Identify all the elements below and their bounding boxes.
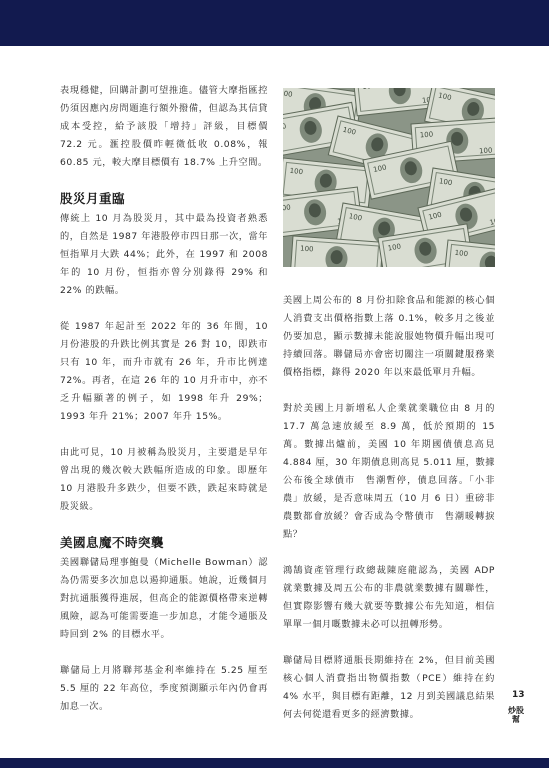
- paragraph: 鴻鵠資產管理行政總裁陳庭龍認為，美國 ADP 就業數據及周五公布的非農就業數據有關聯性，但實際影響有幾大就要等數據公布先知道，相信單單一個月嘅數據未必可以扭轉形勢。: [283, 565, 495, 630]
- footer-bar: [0, 758, 549, 768]
- paragraph: 由此可見，10 月被稱為股災月，主要還是早年曾出現的幾次較大跌幅所造成的印象。即歷年 10 月港股升多跌少，但要不跌，跌起來時就是股災級。: [60, 447, 268, 512]
- section-heading: 美國息魔不時突襲: [60, 535, 165, 550]
- right-column: [283, 292, 495, 742]
- paragraph: 聯儲局上月將聯邦基金利率維持在 5.25 厘至 5.5 厘的 22 年高位，季度預測顯示年內仍會再加息一次。: [60, 665, 268, 712]
- paragraph: 美國聯儲局理事鮑曼（Michelle Bowman）認為仍需要多次加息以遏抑通脹。她說，近幾個月對抗通脹獲得進展，但高企的能源價格帶來逆轉風險，認為可能需要進一步加息，才能令通脹及時回到 2% 的目標水平。: [60, 557, 268, 640]
- page-number: 13: [512, 690, 525, 700]
- paragraph: 對於美國上月新增私人企業就業職位由 8 月的 17.7 萬急速放緩至 8.9 萬，低於預期的 15 萬。數據出爐前，美國 10 年期國債債息高見 4.884 厘，30 年期債息則高見 5.011 厘，數據公布後全球債市 售潮暫停，債息回落。「小非農」放緩，是否意味周五（10 月 6 日）重磅非農數都會放緩？會否成為令幣債市 售潮暖轉捩點？: [283, 403, 495, 540]
- header-bar: [0, 0, 549, 46]
- paragraph: 從 1987 年起計至 2022 年的 36 年間，10 月份港股的升跌比例其實是 26 對 10，即跌市只有 10 年，而升市就有 26 年，升市比例達 72%。再者，在這 26 年的 10 月升市中，亦不乏升幅顯著的例子，如 1998 年升 29%；1993 年升 21%；2007 年升 15%。: [60, 321, 268, 422]
- paragraph: 美國上周公布的 8 月份扣除食品和能源的核心個人消費支出價格指數上落 0.1%，較多月之後並仍要加息，顯示數據未能說服她物價升幅出現可持續回落。聯儲局亦會密切關注一項關鍵服務業價格指標，錄得 2020 年以來最低單月升幅。: [283, 295, 495, 378]
- paragraph: 表現穩健，回購計劃可望推進。儘管大摩指匯控仍須因應內房問題進行額外撥備，但認為其信貸成本受控，給予該股「增持」評級，目標價 72.2 元。滙控股價昨輕微低收 0.08%，報 60.85 元，較大摩目標價有 18.7% 上升空間。: [60, 85, 268, 168]
- paragraph: 傳統上 10 月為股災月，其中最為投資者熟悉的，自然是 1987 年港股停市四日那一次，當年恒指單月大跌 44%；此外，在 1997 和 2008 年的 10 月份，恒指亦曾分別錄得 29% 和 22% 的跌幅。: [60, 213, 268, 296]
- paragraph: 聯儲局目標將通脹長期維持在 2%，但目前美國核心個人消費指出物價指數（PCE）維持在約 4% 水平，與目標有距離，12 月到美國議息結果何去何從還看更多的經濟數據。: [283, 655, 495, 720]
- section-heading: 股災月重臨: [60, 191, 126, 206]
- brand-logo-text: 炒股幫: [508, 706, 524, 724]
- dollar-bills-photo: [283, 88, 495, 267]
- left-column: [60, 82, 268, 734]
